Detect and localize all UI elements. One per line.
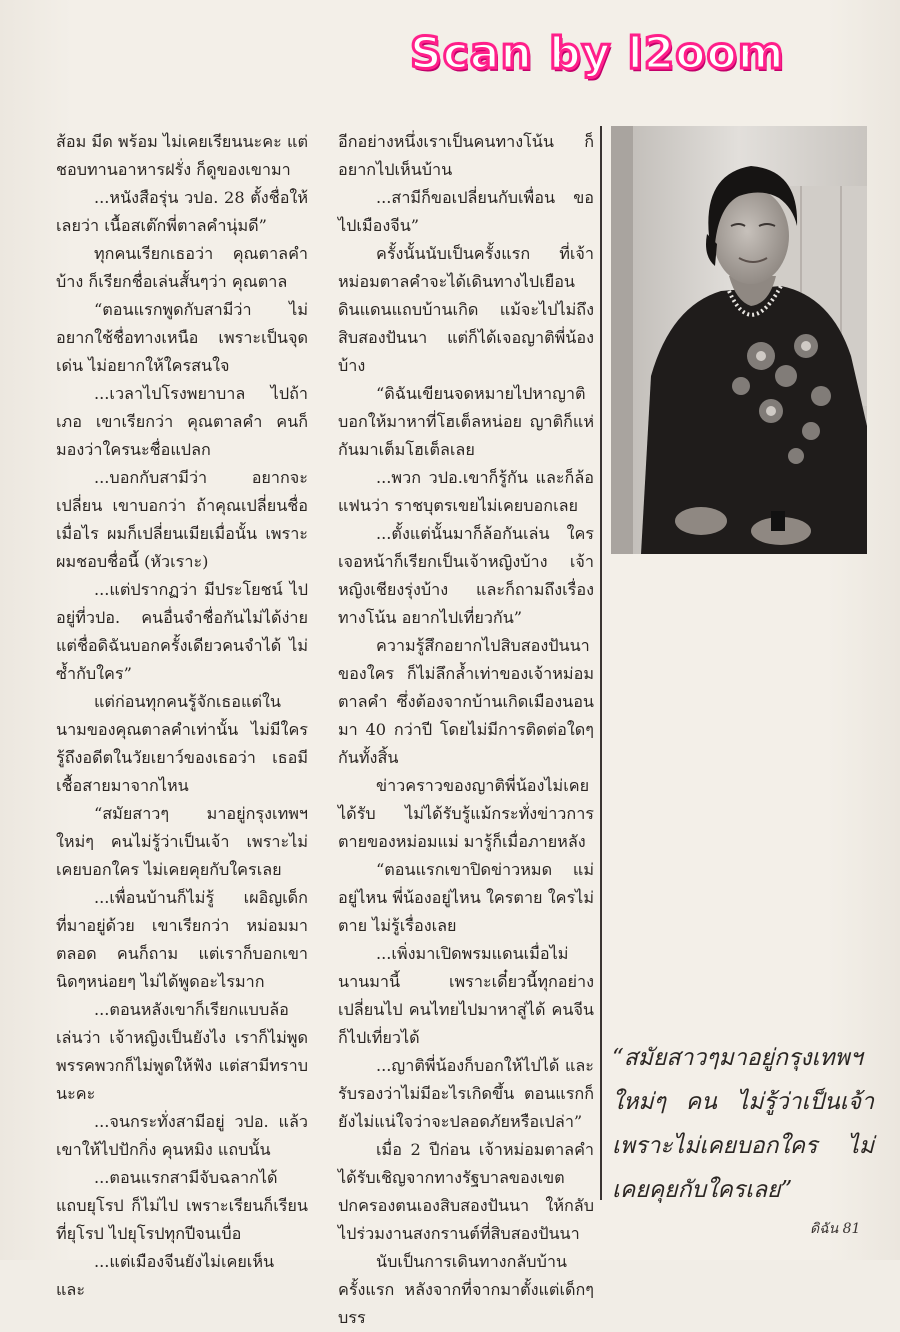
paragraph: “สมัยสาวๆ มาอยู่กรุงเทพฯ ใหม่ๆ คนไม่รู้ว่าเป็นเจ้า เพราะไม่เคยบอกใคร ไม่เคยคุยกับใครเลย [56,804,308,879]
paragraph: ...ตอนแรกสามีจับฉลากได้แถบยุโรป ก็ไม่ไป เพราะเรียนก็เรียนที่ยุโรป ไปยุโรปทุกปีจนเบื่อ [56,1168,308,1243]
paragraph: ...แต่เมืองจีนยังไม่เคยเห็น และ [56,1252,275,1299]
paragraph: ...บอกกับสามีว่า อยากจะเปลี่ยน เขาบอกว่า ถ้าคุณเปลี่ยนชื่อเมื่อไร ผมก็เปลี่ยนเมียเมื่อนั้น เพราะผมชอบชื่อนี้ (หัวเราะ) [56,468,308,571]
paragraph: ...พวก วปอ.เขาก็รู้กัน และก็ล้อแฟนว่า ราชบุตรเขยไม่เคยบอกเลย [338,468,594,515]
paragraph: “ดิฉันเขียนจดหมายไปหาญาติบอกให้มาหาที่โฮเต็ลหน่อย ญาติก็แห่กันมาเต็มโฮเต็ลเลย [338,384,594,459]
paragraph: ส้อม มีด พร้อม ไม่เคยเรียนนะคะ แต่ชอบทานอาหารฝรั่ง ก็ดูของเขามา [56,132,308,179]
paragraph: ...หนังสือรุ่น วปอ. 28 ตั้งชื่อให้เลยว่า เนื้อสเต๊กพี่ตาลคำนุ่มดี” [56,188,308,235]
text-column-middle [338,128,594,1332]
paragraph: ความรู้สึกอยากไปสิบสองปันนาของใคร ก็ไม่ลึกล้ำเท่าของเจ้าหม่อมตาลคำ ซึ่งต้องจากบ้านเกิดเมืองนอนมา 40 กว่าปี โดยไม่มีการติดต่อใดๆกันทั้งสิ้น [338,636,594,767]
paragraph: ...เพิ่งมาเปิดพรมแดนเมื่อไม่นานมานี้ เพราะเดี๋ยวนี้ทุกอย่างเปลี่ยนไป คนไทยไปมาหาสู่ได้ คนจีนก็ไปเที่ยวได้ [338,944,594,1047]
paragraph: “ตอนแรกพูดกับสามีว่า ไม่อยากใช้ชื่อทางเหนือ เพราะเป็นจุดเด่น ไม่อยากให้ใครสนใจ [56,300,308,375]
paragraph: ...สามีก็ขอเปลี่ยนกับเพื่อน ขอไปเมืองจีน” [338,188,594,235]
paragraph: แต่ก่อนทุกคนรู้จักเธอแต่ในนามของคุณตาลคำเท่านั้น ไม่มีใครรู้ถึงอดีตในวัยเยาว์ของเธอว่า เธอมีเชื้อสายมาจากไหน [56,692,308,795]
paragraph: ...ญาติพี่น้องก็บอกให้ไปได้ และรับรองว่าไม่มีอะไรเกิดขึ้น ตอนแรกก็ยังไม่แน่ใจว่าจะปลอดภัยหรือเปล่า” [338,1056,594,1131]
paragraph: ...จนกระทั่งสามีอยู่ วปอ. แล้ว เขาให้ไปปักกิ่ง คุนหมิง แถบนั้น [56,1112,308,1159]
paragraph: เมื่อ 2 ปีก่อน เจ้าหม่อมตาลคำได้รับเชิญจากทางรัฐบาลของเขตปกครองตนเองสิบสองปันนา ให้กลับไปร่วมงานสงกรานต์ที่สิบสองปันนา [338,1140,594,1243]
page-folio: ดิฉัน 81 [810,1221,861,1237]
pull-quote-text: “สมัยสาวๆมาอยู่กรุงเทพฯ ใหม่ๆ คน ไม่รู้ว่าเป็นเจ้า เพราะไม่เคยบอกใคร ไม่เคยคุยกับใครเลย” [612,1045,874,1203]
paragraph: ...แต่ปรากฏว่า มีประโยชน์ ไปอยู่ที่วปอ. คนอื่นจำชื่อกันไม่ได้ง่าย แต่ชื่อดิฉันบอกครั้งเดียวคนจำได้ ไม่ซ้ำกับใคร” [56,580,308,683]
paragraph: “ตอนแรกเขาปิดข่าวหมด แม่อยู่ไหน พี่น้องอยู่ไหน ใครตาย ใครไม่ตาย ไม่รู้เรื่องเลย [338,860,594,935]
portrait-photo [611,126,867,554]
paragraph: ทุกคนเรียกเธอว่า คุณตาลคำ บ้าง ก็เรียกชื่อเล่นสั้นๆว่า คุณตาล [56,244,308,291]
paragraph: อีกอย่างหนึ่งเราเป็นคนทางโน้น ก็อยากไปเห็นบ้าน [338,132,594,179]
paragraph: ...เวลาไปโรงพยาบาล ไปถ้าเภอ เขาเรียกว่า คุณตาลคำ คนก็มองว่าใครนะชื่อแปลก [56,384,308,459]
paragraph: ข่าวคราวของญาติพี่น้องไม่เคยได้รับ ไม่ได้รับรู้แม้กระทั่งข่าวการตายของหม่อมแม่ มารู้ก็เมื่อภายหลัง [338,776,594,851]
paragraph: ...ตอนหลังเขาก็เรียกแบบล้อเล่นว่า เจ้าหญิงเป็นยังไง เราก็ไม่พูด พรรคพวกก็ไม่พูดให้ฟัง แต่สามีทราบนะคะ [56,1000,308,1103]
paragraph: นับเป็นการเดินทางกลับบ้านครั้งแรก หลังจากที่จากมาตั้งแต่เด็กๆ บรร [338,1252,594,1327]
text-column-left [56,128,308,1304]
paragraph: ...ตั้งแต่นั้นมาก็ล้อกันเล่น ใครเจอหน้าก็เรียกเป็นเจ้าหญิงบ้าง เจ้าหญิงเชียงรุ่งบ้าง และก็ถามถึงเรื่องทางโน้น อยากไปเที่ยวกัน” [338,524,594,627]
watermark: Scan by l2oom [410,28,785,79]
paragraph: ...เพื่อนบ้านก็ไม่รู้ เผอิญเด็กที่มาอยู่ด้วย เขาเรียกว่า หม่อมมาตลอด คนก็ถาม แต่เราก็บอกเขานิดๆหน่อยๆ ไม่ได้พูดอะไรมาก [56,888,308,991]
portrait-image [611,126,867,554]
paragraph: ครั้งนั้นนับเป็นครั้งแรก ที่เจ้าหม่อมตาลคำจะได้เดินทางไปเยือนดินแดนแถบบ้านเกิด แม้จะไปไม่ถึงสิบสองปันนา แต่ก็ได้เจอญาติพี่น้องบ้าง [338,244,594,375]
column-divider [600,126,602,1200]
pull-quote [612,1036,874,1212]
